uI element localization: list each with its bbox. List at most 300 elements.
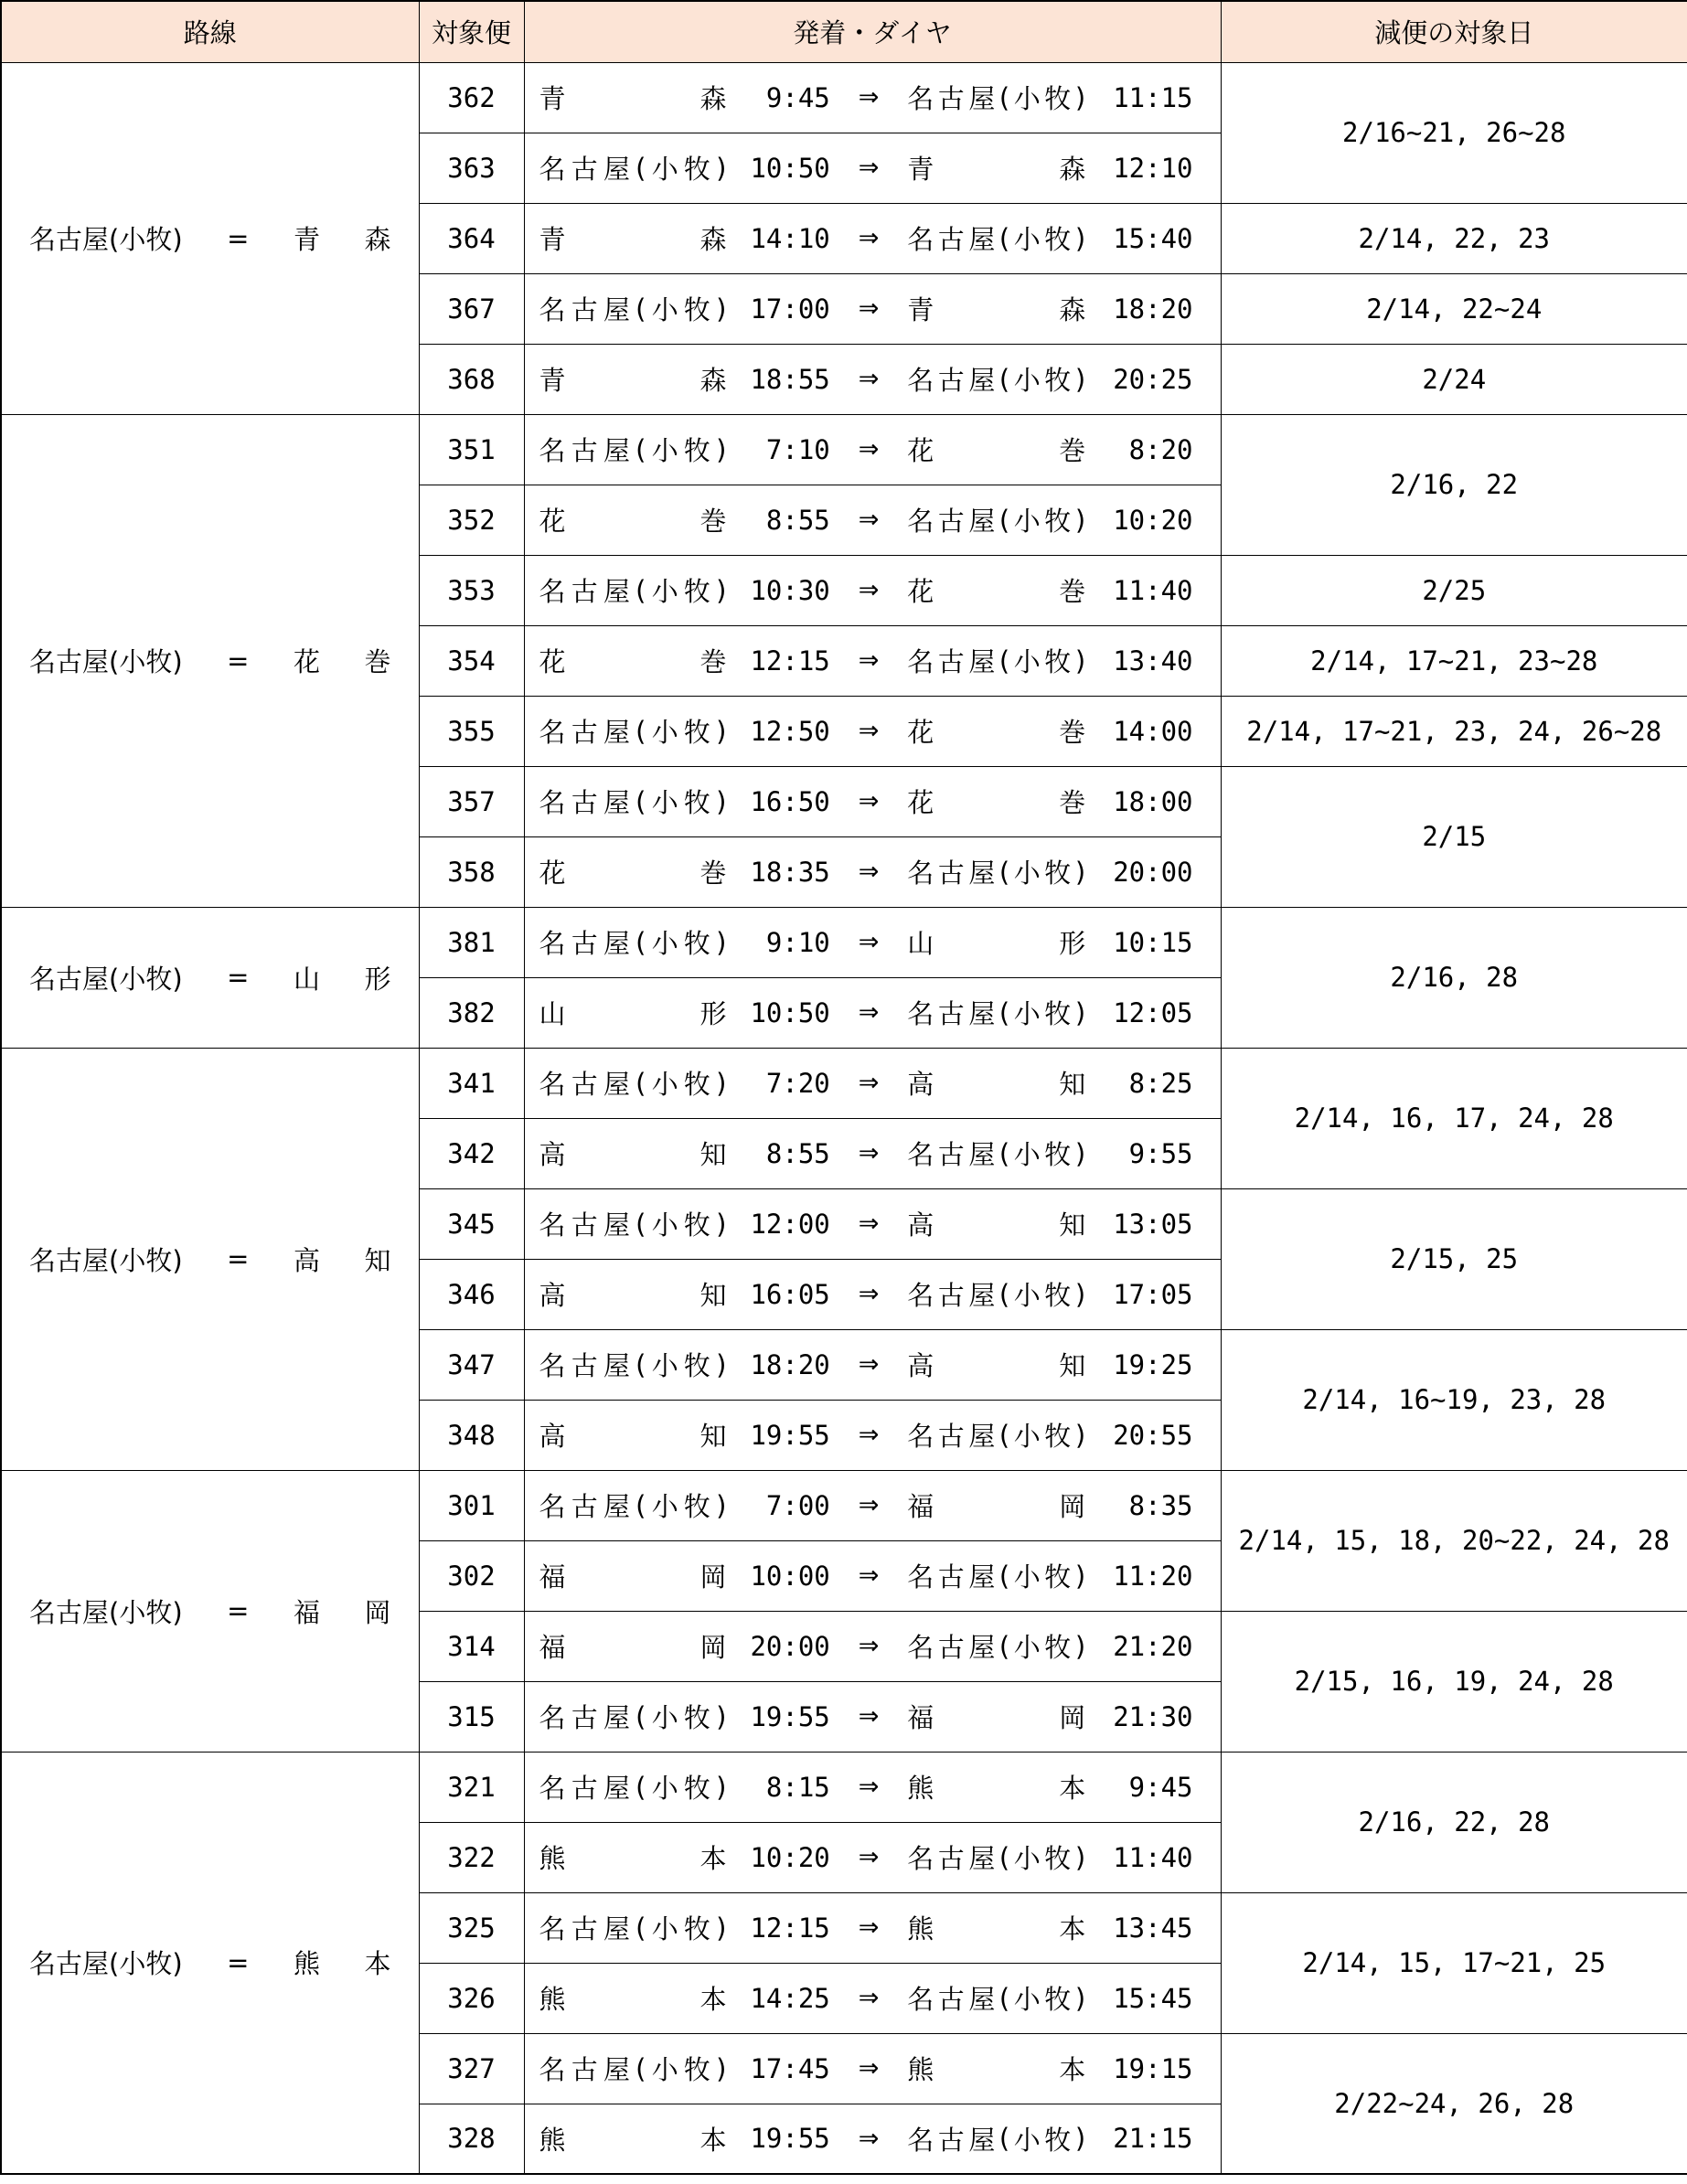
place-char: ): [1074, 1841, 1086, 1873]
route-label: [2, 959, 419, 996]
route-dest-char: 花: [293, 646, 320, 677]
arrival-time: 15:40: [1113, 222, 1193, 254]
place-char: 本: [699, 2124, 727, 2156]
schedule-row: [525, 1135, 1221, 1172]
place-char: ): [716, 1700, 727, 1732]
place-char: 名: [539, 294, 566, 325]
place-char: 知: [1059, 1069, 1086, 1100]
origin-name: [539, 1627, 727, 1665]
place-char: 岡: [1059, 1702, 1086, 1733]
place-char: ): [716, 433, 727, 465]
schedule-row: [525, 149, 1221, 186]
place-char: 古: [571, 1913, 598, 1944]
destination-name: [907, 360, 1085, 398]
place-char: ): [1074, 1982, 1086, 2014]
place-char: 古: [937, 646, 965, 677]
place-char: (: [635, 1912, 646, 1944]
place-char: ): [716, 1489, 727, 1521]
flight-number-cell: 325: [419, 1892, 524, 1963]
place-char: 高: [907, 1069, 934, 1100]
place-char: 本: [699, 1843, 727, 1874]
place-char: 屋: [603, 1491, 630, 1522]
place-char: 屋: [968, 646, 996, 677]
destination-name: [907, 2050, 1085, 2087]
flight-number-cell: 302: [419, 1540, 524, 1611]
date-cell: 2/14, 22~24: [1221, 273, 1687, 344]
place-char: 小: [651, 154, 678, 185]
place-char: 牧: [1044, 1561, 1072, 1593]
departure-time: 20:00: [750, 1630, 830, 1662]
departure-time: 19:55: [750, 2123, 830, 2155]
arrival-time: 21:30: [1113, 1700, 1193, 1732]
place-char: 知: [699, 1280, 727, 1311]
place-char: 知: [699, 1139, 727, 1170]
place-char: 花: [907, 787, 934, 818]
place-char: 牧: [683, 928, 710, 959]
schedule-cell: [524, 133, 1221, 203]
date-cell: 2/16, 22: [1221, 414, 1687, 555]
schedule-row: [525, 1838, 1221, 1876]
departure-time: 12:50: [750, 715, 830, 747]
flight-number-cell: 347: [419, 1329, 524, 1400]
place-char: 花: [539, 646, 566, 677]
place-char: 屋: [968, 1280, 996, 1311]
flight-number-cell: 382: [419, 977, 524, 1048]
place-char: 名: [539, 1491, 566, 1522]
place-char: 名: [907, 1632, 934, 1663]
arrow-icon: ⇒: [858, 365, 880, 393]
place-char: 小: [1013, 1632, 1041, 1663]
schedule-cell: [524, 1681, 1221, 1752]
place-char: (: [635, 926, 646, 958]
place-char: 小: [1013, 1984, 1041, 2015]
place-char: 名: [907, 1139, 934, 1170]
place-char: 牧: [1044, 1843, 1072, 1874]
place-char: 小: [651, 1702, 678, 1733]
place-char: 牧: [1044, 1280, 1072, 1311]
origin-name: [539, 2120, 727, 2157]
departure-time: 16:05: [750, 1278, 830, 1310]
destination-name: [907, 1909, 1085, 1946]
schedule-cell: [524, 1188, 1221, 1259]
schedule-row: [525, 1698, 1221, 1735]
schedule-cell: [524, 2033, 1221, 2104]
place-char: 古: [571, 1491, 598, 1522]
arrow-icon: ⇒: [858, 787, 880, 815]
departure-time: 10:20: [750, 1841, 830, 1873]
place-char: ): [1074, 81, 1086, 113]
place-char: 福: [539, 1632, 566, 1663]
arrival-time: 15:45: [1113, 1982, 1193, 2014]
place-char: 屋: [603, 1773, 630, 1804]
schedule-cell: [524, 1329, 1221, 1400]
place-char: 牧: [1044, 365, 1072, 396]
arrival-time: 11:20: [1113, 1560, 1193, 1592]
arrow-icon: ⇒: [858, 1491, 880, 1519]
schedule-cell: [524, 1400, 1221, 1470]
header-schedule: 発着・ダイヤ: [524, 1, 1221, 62]
place-char: 牧: [1044, 2124, 1072, 2156]
place-char: 名: [539, 435, 566, 466]
place-char: 名: [907, 1561, 934, 1593]
place-char: 小: [1013, 1421, 1041, 1452]
place-char: 名: [539, 1209, 566, 1241]
origin-name: [539, 994, 727, 1031]
schedule-row: [525, 1205, 1221, 1242]
departure-time: 10:50: [750, 152, 830, 184]
destination-name: [907, 219, 1085, 257]
place-char: 小: [1013, 1280, 1041, 1311]
place-char: 牧: [1044, 224, 1072, 255]
flight-number-cell: 362: [419, 62, 524, 133]
place-char: 小: [651, 1913, 678, 1944]
place-char: 牧: [683, 717, 710, 748]
arrow-icon: ⇒: [858, 294, 880, 323]
origin-name: [539, 1979, 727, 2017]
place-char: 屋: [968, 83, 996, 114]
arrival-time: 8:20: [1128, 433, 1193, 465]
place-char: 青: [907, 294, 934, 325]
place-char: 青: [539, 365, 566, 396]
place-char: 屋: [603, 435, 630, 466]
flight-number-cell: 367: [419, 273, 524, 344]
date-cell: 2/15, 25: [1221, 1188, 1687, 1329]
place-char: (: [635, 1771, 646, 1803]
place-char: 古: [937, 858, 965, 889]
origin-name: [539, 1064, 727, 1102]
place-char: 屋: [968, 998, 996, 1029]
schedule-row: [525, 712, 1221, 750]
schedule-cell: [524, 203, 1221, 273]
place-char: 名: [907, 506, 934, 537]
route-origin: 名古屋(小牧): [29, 224, 183, 255]
schedule-cell: [524, 907, 1221, 977]
origin-name: [539, 1698, 727, 1735]
schedule-cell: [524, 1470, 1221, 1540]
destination-name: [907, 1275, 1085, 1313]
place-char: 古: [571, 1350, 598, 1381]
departure-time: 7:00: [765, 1489, 830, 1521]
timetable-body: [1, 62, 1687, 2174]
departure-time: 16:50: [750, 785, 830, 817]
destination-name: [907, 431, 1085, 468]
place-char: ): [716, 926, 727, 958]
arrow-icon: ⇒: [858, 1069, 880, 1097]
place-char: 古: [937, 506, 965, 537]
place-char: 知: [1059, 1350, 1086, 1381]
place-char: 青: [539, 83, 566, 114]
arrival-time: 8:25: [1128, 1067, 1193, 1099]
place-char: ): [716, 1348, 727, 1380]
origin-name: [539, 431, 727, 468]
arrival-time: 10:20: [1113, 504, 1193, 536]
place-char: 福: [539, 1561, 566, 1593]
place-char: 屋: [603, 717, 630, 748]
arrival-time: 10:15: [1113, 926, 1193, 958]
schedule-row: [525, 2050, 1221, 2087]
schedule-row: [525, 853, 1221, 890]
arrival-time: 17:05: [1113, 1278, 1193, 1310]
destination-name: [907, 2120, 1085, 2157]
destination-name: [907, 1346, 1085, 1383]
arrival-time: 20:00: [1113, 856, 1193, 888]
schedule-row: [525, 219, 1221, 257]
place-char: 古: [571, 1069, 598, 1100]
place-char: 小: [651, 1350, 678, 1381]
table-row: [1, 62, 1687, 133]
place-char: 名: [539, 1702, 566, 1733]
place-char: 花: [539, 858, 566, 889]
place-char: 古: [937, 998, 965, 1029]
route-dest-char: 形: [364, 963, 391, 995]
origin-name: [539, 1768, 727, 1806]
place-char: 牧: [683, 1702, 710, 1733]
destination-name: [907, 501, 1085, 538]
destination-name: [907, 1557, 1085, 1594]
place-char: 古: [937, 1139, 965, 1170]
schedule-row: [525, 1768, 1221, 1806]
place-char: ): [1074, 645, 1086, 677]
place-char: 巻: [1059, 576, 1086, 607]
place-char: 牧: [1044, 1984, 1072, 2015]
place-char: 屋: [968, 506, 996, 537]
place-char: (: [635, 785, 646, 817]
place-char: 小: [651, 1069, 678, 1100]
place-char: 名: [539, 717, 566, 748]
arrow-icon: ⇒: [858, 858, 880, 886]
place-char: 名: [907, 998, 934, 1029]
place-char: (: [998, 222, 1010, 254]
place-char: 屋: [603, 1702, 630, 1733]
place-char: (: [635, 1067, 646, 1099]
departure-time: 18:20: [750, 1348, 830, 1380]
place-char: 名: [907, 646, 934, 677]
route-dest-char: 知: [364, 1244, 391, 1276]
date-cell: 2/16, 22, 28: [1221, 1752, 1687, 1892]
place-char: 小: [651, 1491, 678, 1522]
origin-name: [539, 783, 727, 820]
place-char: 屋: [968, 365, 996, 396]
header-dates: 減便の対象日: [1221, 1, 1687, 62]
place-char: 花: [539, 506, 566, 537]
place-char: ): [1074, 504, 1086, 536]
place-char: ): [1074, 363, 1086, 395]
place-char: 古: [571, 576, 598, 607]
schedule-row: [525, 1486, 1221, 1524]
schedule-cell: [524, 836, 1221, 907]
origin-name: [539, 360, 727, 398]
departure-time: 12:15: [750, 645, 830, 677]
origin-name: [539, 1557, 727, 1594]
date-cell: 2/14, 17~21, 23, 24, 26~28: [1221, 696, 1687, 766]
origin-name: [539, 1838, 727, 1876]
place-char: 古: [571, 1702, 598, 1733]
flight-number-cell: 381: [419, 907, 524, 977]
header-flight: 対象便: [419, 1, 524, 62]
place-char: 本: [699, 1984, 727, 2015]
destination-name: [907, 1486, 1085, 1524]
place-char: 知: [1059, 1209, 1086, 1241]
place-char: 古: [937, 1421, 965, 1452]
place-char: 牧: [683, 435, 710, 466]
place-char: 巻: [699, 506, 727, 537]
place-char: 花: [907, 717, 934, 748]
place-char: 小: [651, 928, 678, 959]
origin-name: [539, 642, 727, 679]
schedule-cell: [524, 1048, 1221, 1118]
route-equals-icon: =: [227, 222, 250, 254]
flight-number-cell: 363: [419, 133, 524, 203]
place-char: 岡: [1059, 1491, 1086, 1522]
flight-number-cell: 341: [419, 1048, 524, 1118]
arrival-time: 20:55: [1113, 1419, 1193, 1451]
place-char: 岡: [699, 1561, 727, 1593]
arrival-time: 18:20: [1113, 293, 1193, 325]
place-char: 牧: [1044, 83, 1072, 114]
schedule-row: [525, 1275, 1221, 1313]
route-dest-char: 巻: [364, 646, 391, 677]
place-char: 牧: [683, 1350, 710, 1381]
route-dest-char: 山: [293, 963, 320, 995]
route-dest-char: 福: [293, 1596, 320, 1628]
route-origin: 名古屋(小牧): [29, 1596, 183, 1628]
place-char: 屋: [968, 2124, 996, 2156]
route-cell: [1, 1048, 419, 1470]
place-char: 熊: [539, 1843, 566, 1874]
place-char: 青: [539, 224, 566, 255]
place-char: 小: [1013, 2124, 1041, 2156]
schedule-row: [525, 1416, 1221, 1454]
place-char: 屋: [603, 576, 630, 607]
route-label: [2, 219, 419, 257]
schedule-cell: [524, 485, 1221, 555]
route-equals-icon: =: [227, 962, 250, 993]
place-char: 古: [937, 1984, 965, 2015]
place-char: 屋: [968, 1632, 996, 1663]
arrival-time: 11:40: [1113, 1841, 1193, 1873]
place-char: 名: [539, 787, 566, 818]
place-char: (: [998, 1560, 1010, 1592]
place-char: 名: [907, 1984, 934, 2015]
place-char: 高: [539, 1280, 566, 1311]
place-char: 名: [907, 1280, 934, 1311]
place-char: ): [1074, 1137, 1086, 1169]
destination-name: [907, 1838, 1085, 1876]
place-char: 名: [539, 1350, 566, 1381]
route-cell: [1, 907, 419, 1048]
place-char: 形: [699, 998, 727, 1029]
flight-number-cell: 321: [419, 1752, 524, 1822]
arrival-time: 19:25: [1113, 1348, 1193, 1380]
place-char: 形: [1059, 928, 1086, 959]
place-char: (: [635, 715, 646, 747]
place-char: 牧: [683, 1913, 710, 1944]
route-label: [2, 1944, 419, 1981]
place-char: 牧: [683, 1209, 710, 1241]
schedule-cell: [524, 1540, 1221, 1611]
route-dest-char: 森: [364, 224, 391, 255]
date-cell: 2/25: [1221, 555, 1687, 625]
arrow-icon: ⇒: [858, 998, 880, 1027]
arrow-icon: ⇒: [858, 224, 880, 252]
table-row: [1, 907, 1687, 977]
origin-name: [539, 1135, 727, 1172]
schedule-row: [525, 1346, 1221, 1383]
place-char: 牧: [1044, 1421, 1072, 1452]
destination-name: [907, 1627, 1085, 1665]
arrow-icon: ⇒: [858, 1702, 880, 1731]
origin-name: [539, 1486, 727, 1524]
schedule-cell: [524, 1118, 1221, 1188]
arrow-icon: ⇒: [858, 1632, 880, 1660]
date-cell: 2/14, 16~19, 23, 28: [1221, 1329, 1687, 1470]
place-char: 牧: [1044, 998, 1072, 1029]
place-char: 森: [699, 224, 727, 255]
place-char: 小: [651, 576, 678, 607]
route-label: [2, 1241, 419, 1278]
date-cell: 2/14, 22, 23: [1221, 203, 1687, 273]
origin-name: [539, 1909, 727, 1946]
destination-name: [907, 79, 1085, 116]
arrow-icon: ⇒: [858, 646, 880, 675]
flight-number-cell: 358: [419, 836, 524, 907]
schedule-cell: [524, 62, 1221, 133]
date-cell: 2/15: [1221, 766, 1687, 907]
origin-name: [539, 149, 727, 186]
place-char: 小: [651, 435, 678, 466]
place-char: 高: [907, 1350, 934, 1381]
route-origin: 名古屋(小牧): [29, 1948, 183, 1980]
schedule-row: [525, 1979, 1221, 2017]
destination-name: [907, 994, 1085, 1031]
destination-name: [907, 853, 1085, 890]
place-char: 名: [907, 224, 934, 255]
destination-name: [907, 290, 1085, 327]
flight-number-cell: 328: [419, 2104, 524, 2174]
place-char: 知: [699, 1421, 727, 1452]
departure-time: 9:45: [765, 81, 830, 113]
arrival-time: 11:40: [1113, 574, 1193, 606]
date-cell: 2/24: [1221, 344, 1687, 414]
place-char: (: [635, 1700, 646, 1732]
place-char: ): [1074, 2123, 1086, 2155]
place-char: 巻: [699, 646, 727, 677]
departure-time: 17:45: [750, 2052, 830, 2084]
place-char: 屋: [603, 1913, 630, 1944]
place-char: (: [998, 504, 1010, 536]
place-char: 屋: [603, 1350, 630, 1381]
place-char: 屋: [603, 1209, 630, 1241]
date-cell: 2/14, 15, 17~21, 25: [1221, 1892, 1687, 2033]
schedule-row: [525, 290, 1221, 327]
flight-number-cell: 354: [419, 625, 524, 696]
flight-number-cell: 352: [419, 485, 524, 555]
arrow-icon: ⇒: [858, 1843, 880, 1871]
date-cell: 2/14, 16, 17, 24, 28: [1221, 1048, 1687, 1188]
place-char: 牧: [683, 2054, 710, 2085]
arrow-icon: ⇒: [858, 717, 880, 745]
place-char: ): [716, 574, 727, 606]
place-char: (: [998, 1278, 1010, 1310]
departure-time: 12:00: [750, 1208, 830, 1240]
schedule-cell: [524, 625, 1221, 696]
place-char: 福: [907, 1702, 934, 1733]
schedule-cell: [524, 2104, 1221, 2174]
arrival-time: 14:00: [1113, 715, 1193, 747]
place-char: ): [1074, 1278, 1086, 1310]
arrival-time: 19:15: [1113, 2052, 1193, 2084]
place-char: 高: [907, 1209, 934, 1241]
